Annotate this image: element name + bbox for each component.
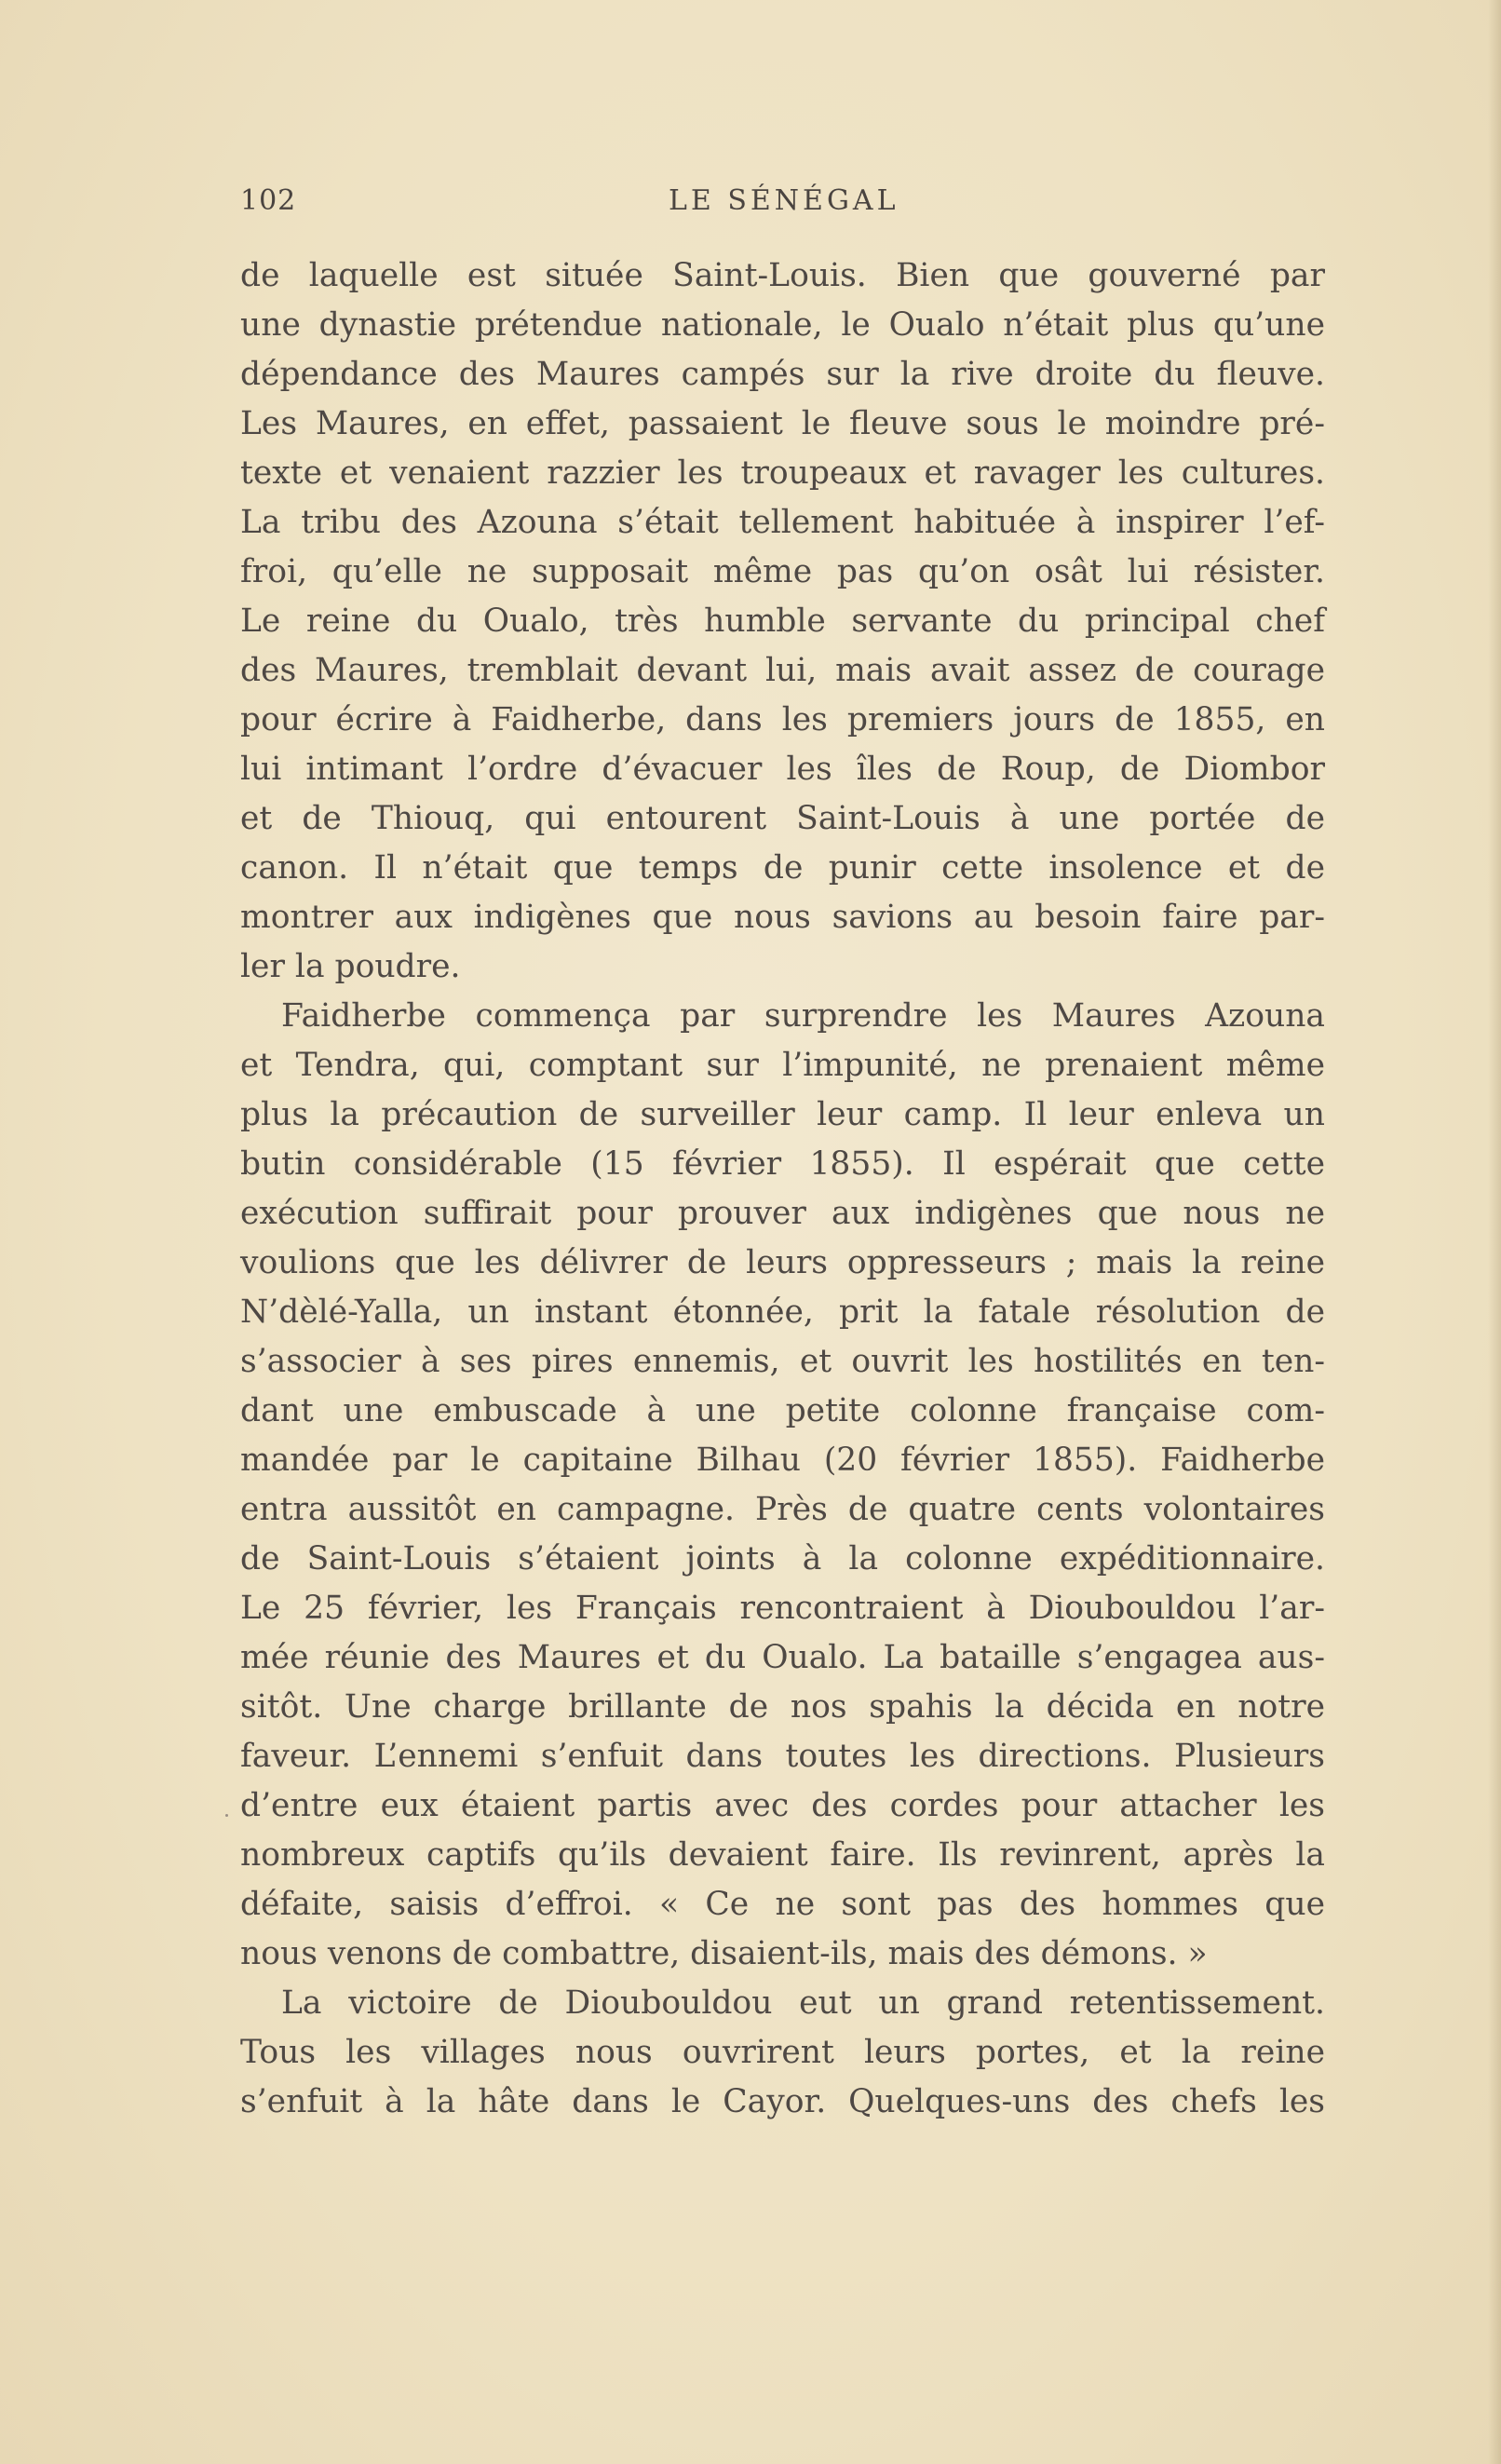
page-edge-shadow — [1488, 0, 1501, 2464]
text-line: mée réunie des Maures et du Oualo. La bataille s’engagea aus- — [240, 1639, 1325, 1676]
text-line: de Saint-Louis s’étaient joints à la colonne expéditionnaire. — [240, 1540, 1325, 1577]
paragraph-end-line: nous venons de combattre, disaient-ils, mais des démons. » — [240, 1935, 1208, 1972]
text-line: faveur. L’ennemi s’enfuit dans toutes les directions. Plusieurs — [240, 1738, 1325, 1775]
text-line: dépendance des Maures campés sur la rive droite du fleuve. — [240, 356, 1325, 393]
text-line: nombreux captifs qu’ils devaient faire. Ils revinrent, après la — [240, 1836, 1325, 1874]
text-line: texte et venaient razzier les troupeaux et ravager les cultures. — [240, 454, 1325, 492]
text-line: Les Maures, en effet, passaient le fleuve sous le moindre pré- — [240, 405, 1325, 442]
text-line: montrer aux indigènes que nous savions au besoin faire par- — [240, 899, 1325, 936]
text-line: Le reine du Oualo, très humble servante du principal chef — [240, 602, 1325, 640]
running-title: LE SÉNÉGAL — [669, 184, 899, 217]
page-number: 102 — [240, 184, 297, 217]
text-line: plus la précaution de surveiller leur camp. Il leur enleva un — [240, 1096, 1325, 1133]
text-line: défaite, saisis d’effroi. « Ce ne sont pas des hommes que — [240, 1886, 1325, 1923]
text-line: pour écrire à Faidherbe, dans les premiers jours de 1855, en — [240, 701, 1325, 738]
text-line: voulions que les délivrer de leurs oppresseurs ; mais la reine — [240, 1244, 1325, 1281]
text-line: canon. Il n’était que temps de punir cette insolence et de — [240, 849, 1325, 887]
text-line: des Maures, tremblait devant lui, mais avait assez de courage — [240, 652, 1325, 689]
text-line: sitôt. Une charge brillante de nos spahis la décida en notre — [240, 1688, 1325, 1726]
text-line: et de Thiouq, qui entourent Saint-Louis à une portée de — [240, 800, 1325, 837]
body-text — [240, 251, 1325, 2127]
text-line: Le 25 février, les Français rencontraient à Dioubouldou l’ar- — [240, 1590, 1325, 1627]
text-line: butin considérable (15 février 1855). Il espérait que cette — [240, 1145, 1325, 1183]
text-line: froi, qu’elle ne supposait même pas qu’on osât lui résister. — [240, 553, 1325, 590]
text-line: exécution suffirait pour prouver aux indigènes que nous ne — [240, 1195, 1325, 1232]
paragraph-start-line: Faidherbe commença par surprendre les Maures Azouna — [281, 997, 1325, 1035]
text-line: Tous les villages nous ouvrirent leurs portes, et la reine — [240, 2034, 1325, 2071]
text-line: et Tendra, qui, comptant sur l’impunité, ne prenaient même — [240, 1047, 1325, 1084]
text-line: N’dèlé-Yalla, un instant étonnée, prit la fatale résolution de — [240, 1293, 1325, 1331]
text-line: lui intimant l’ordre d’évacuer les îles de Roup, de Diombor — [240, 751, 1325, 788]
text-line: d’entre eux étaient partis avec des cordes pour attacher les — [240, 1787, 1325, 1824]
text-line: s’associer à ses pires ennemis, et ouvrit les hostilités en ten- — [240, 1343, 1325, 1380]
text-line: une dynastie prétendue nationale, le Oualo n’était plus qu’une — [240, 306, 1325, 344]
ink-speck — [225, 1814, 228, 1817]
text-line: s’enfuit à la hâte dans le Cayor. Quelques-uns des chefs les — [240, 2083, 1325, 2120]
running-header — [240, 184, 1325, 231]
paragraph-start-line: La victoire de Dioubouldou eut un grand retentissement. — [281, 1984, 1325, 2022]
text-line: dant une embuscade à une petite colonne française com- — [240, 1392, 1325, 1429]
paragraph-end-line: ler la poudre. — [240, 948, 461, 985]
text-line: de laquelle est située Saint-Louis. Bien que gouverné par — [240, 257, 1325, 294]
text-line: La tribu des Azouna s’était tellement habituée à inspirer l’ef- — [240, 504, 1325, 541]
text-line: entra aussitôt en campagne. Près de quatre cents volontaires — [240, 1491, 1325, 1528]
text-line: mandée par le capitaine Bilhau (20 février 1855). Faidherbe — [240, 1442, 1325, 1479]
